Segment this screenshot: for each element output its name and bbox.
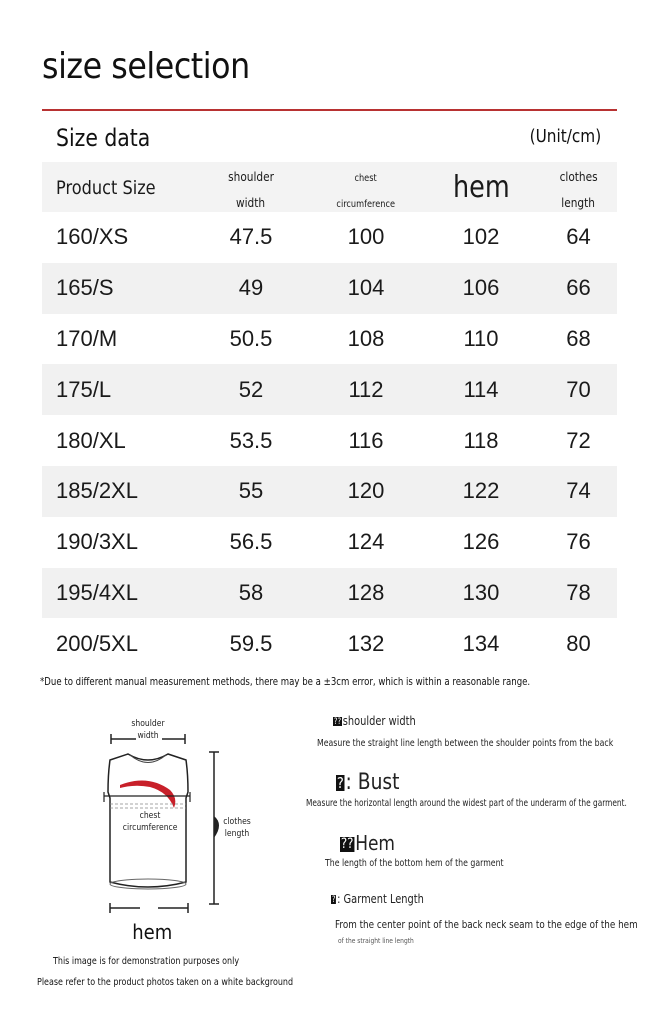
length-cell: 74 xyxy=(566,478,591,504)
size-cell: 165/S xyxy=(56,275,114,301)
diagram-length-label: clothes length xyxy=(223,817,251,839)
header-chest-line1: chest xyxy=(354,173,378,184)
hem-cell: 134 xyxy=(462,630,500,656)
table-row xyxy=(42,314,617,365)
length-cell: 66 xyxy=(566,275,591,301)
chest-cell: 120 xyxy=(347,478,385,504)
chest-cell: 112 xyxy=(348,376,384,402)
table-row xyxy=(42,466,617,517)
size-cell: 175/L xyxy=(56,376,112,402)
chest-cell: 108 xyxy=(347,325,385,351)
size-cell: 195/4XL xyxy=(56,579,138,605)
hem-cell: 102 xyxy=(462,224,500,250)
chest-cell: 100 xyxy=(347,224,385,250)
size-cell: 200/5XL xyxy=(56,630,138,656)
table-row xyxy=(42,415,617,466)
chest-cell: 132 xyxy=(347,630,385,656)
diagram-chest-label: chest circumference xyxy=(122,811,178,833)
desc-hem-text: The length of the bottom hem of the garment xyxy=(325,858,504,869)
caption-demo: This image is for demonstration purposes only xyxy=(53,956,240,967)
desc-length-text2: of the straight line length xyxy=(338,937,414,945)
length-cell: 80 xyxy=(566,630,591,656)
measurement-note: *Due to different manual measurement methods, there may be a ±3cm error, which is within a reasonable range. xyxy=(40,675,531,688)
desc-bust-text: Measure the horizontal length around the widest part of the underarm of the garment. xyxy=(306,798,627,809)
desc-bust-title: ?: Bust xyxy=(336,770,400,795)
desc-shoulder-text: Measure the straight line length between the shoulder points from the back xyxy=(317,738,614,749)
size-cell: 170/M xyxy=(56,325,118,351)
size-cell: 190/3XL xyxy=(56,529,138,555)
chest-cell: 124 xyxy=(347,529,385,555)
table-row xyxy=(42,517,617,568)
section-title: Size data xyxy=(56,124,151,152)
length-cell: 68 xyxy=(566,325,591,351)
header-product-size: Product Size xyxy=(56,177,156,199)
missing-glyph-icon: ?? xyxy=(340,835,354,852)
garment-diagram xyxy=(90,712,260,952)
shoulder-cell: 58 xyxy=(238,579,264,605)
shoulder-cell: 59.5 xyxy=(229,630,273,656)
page-title: size selection xyxy=(42,46,250,87)
chest-cell: 104 xyxy=(347,275,385,301)
shoulder-cell: 49 xyxy=(238,275,264,301)
desc-length-title: ? : Garment Length xyxy=(331,892,424,906)
length-cell: 64 xyxy=(566,224,591,250)
chest-cell: 116 xyxy=(348,427,384,453)
size-table xyxy=(42,162,617,669)
diagram-hem-label: hem xyxy=(132,920,173,944)
shoulder-cell: 53.5 xyxy=(229,427,273,453)
header-chest-line2: circumference xyxy=(336,199,396,210)
shoulder-cell: 47.5 xyxy=(229,224,273,250)
hem-cell: 122 xyxy=(462,478,500,504)
header-shoulder-line2: width xyxy=(236,196,266,210)
chest-cell: 128 xyxy=(347,579,385,605)
missing-glyph-icon: ? xyxy=(331,893,336,904)
hem-cell: 126 xyxy=(462,529,500,555)
hem-cell: 118 xyxy=(463,427,499,453)
header-length-line2: length xyxy=(561,196,596,210)
length-cell: 72 xyxy=(566,427,591,453)
missing-glyph-icon: ? xyxy=(336,773,344,792)
header-shoulder-line1: shoulder xyxy=(228,170,274,184)
table-row xyxy=(42,212,617,263)
table-row xyxy=(42,568,617,619)
table-row xyxy=(42,263,617,314)
size-cell: 160/XS xyxy=(56,224,129,250)
table-row xyxy=(42,364,617,415)
diagram-shoulder-label: shoulder width xyxy=(131,719,165,741)
size-cell: 185/2XL xyxy=(56,478,138,504)
desc-hem-title: ??Hem xyxy=(340,831,395,855)
shoulder-cell: 52 xyxy=(238,376,264,402)
unit-label: (Unit/cm) xyxy=(529,126,601,147)
shoulder-cell: 50.5 xyxy=(229,325,273,351)
divider-line xyxy=(42,109,617,111)
length-cell: 76 xyxy=(566,529,591,555)
missing-glyph-icon: ?? xyxy=(333,715,342,726)
table-row xyxy=(42,618,617,669)
desc-shoulder-title: ?? shoulder width xyxy=(333,714,416,728)
length-cell: 78 xyxy=(566,579,591,605)
hem-cell: 106 xyxy=(462,275,500,301)
desc-length-text: From the center point of the back neck seam to the edge of the hem xyxy=(335,918,638,931)
shoulder-cell: 55 xyxy=(238,478,264,504)
hem-cell: 110 xyxy=(463,325,499,351)
table-header xyxy=(42,162,617,212)
header-length-line1: clothes xyxy=(559,170,598,184)
header-hem: hem xyxy=(452,169,510,205)
hem-cell: 130 xyxy=(462,579,500,605)
shoulder-cell: 56.5 xyxy=(229,529,273,555)
hem-cell: 114 xyxy=(463,376,499,402)
caption-white-background: Please refer to the product photos taken on a white background xyxy=(37,977,294,988)
length-cell: 70 xyxy=(566,376,591,402)
size-cell: 180/XL xyxy=(56,427,126,453)
